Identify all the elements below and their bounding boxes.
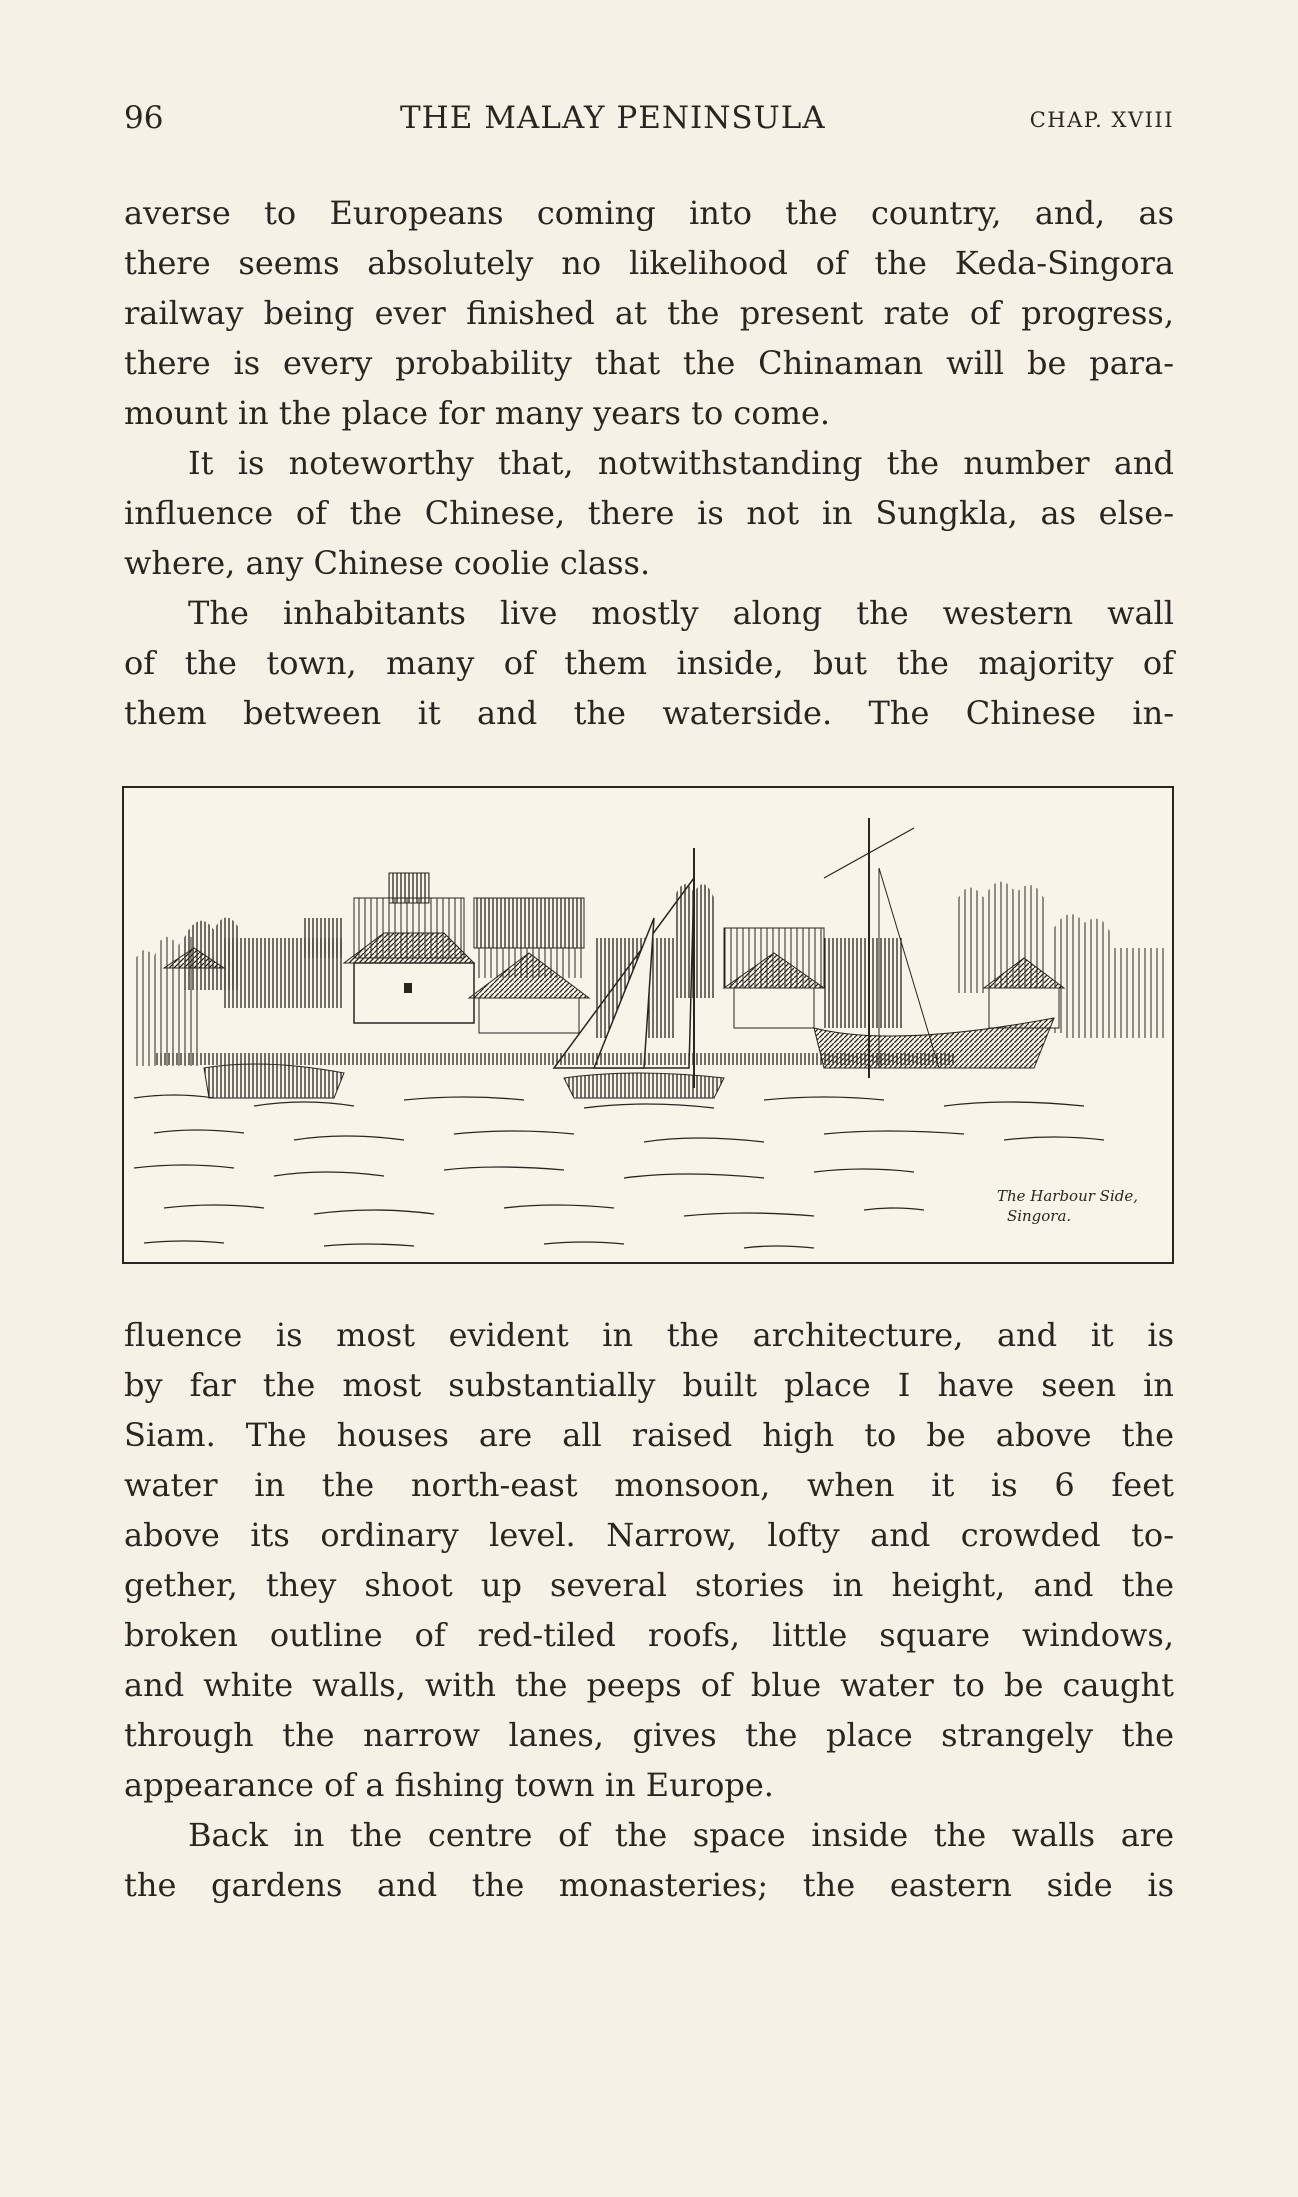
text-line: by far the most substantially built place I have seen in — [124, 1366, 1174, 1404]
text-line: influence of the Chinese, there is not in Sungkla, as else- — [124, 494, 1174, 532]
water — [134, 1095, 1104, 1248]
text-line: mount in the place for many years to come. — [124, 394, 831, 432]
text-line: where, any Chinese coolie class. — [124, 544, 651, 582]
caption-line-2: Singora. — [1006, 1207, 1072, 1225]
text-line: there seems absolutely no likelihood of the Keda-Singora — [124, 244, 1174, 282]
page-number: 96 — [124, 100, 164, 136]
text-line: fluence is most evident in the architecture, and it is — [124, 1316, 1174, 1354]
text-line: the gardens and the monasteries; the eastern side is — [124, 1866, 1174, 1904]
running-title: THE MALAY PENINSULA — [400, 100, 826, 136]
text-block-top — [124, 188, 1174, 738]
text-line: averse to Europeans coming into the country, and, as — [124, 194, 1174, 232]
text-line: there is every probability that the Chinaman will be para- — [124, 344, 1174, 382]
text-line: above its ordinary level. Narrow, lofty and crowded to- — [124, 1516, 1174, 1554]
wharf — [154, 1053, 954, 1065]
text-line: water in the north-east monsoon, when it is 6 feet — [124, 1466, 1174, 1504]
text-line: Back in the centre of the space inside the walls are — [188, 1816, 1174, 1854]
text-line: broken outline of red-tiled roofs, little square windows, — [124, 1616, 1174, 1654]
text-line: gether, they shoot up several stories in height, and the — [124, 1566, 1174, 1604]
illustration-caption — [997, 1186, 1138, 1226]
text-block-bottom — [124, 1310, 1174, 1910]
text-line: railway being ever finished at the present rate of progress, — [124, 294, 1174, 332]
harbour-illustration — [122, 786, 1174, 1264]
text-line: through the narrow lanes, gives the place strangely the — [124, 1716, 1174, 1754]
text-line: and white walls, with the peeps of blue water to be caught — [124, 1666, 1174, 1704]
text-line: It is noteworthy that, notwithstanding the number and — [188, 444, 1174, 482]
chapter-label: CHAP. XVIII — [1029, 108, 1174, 132]
caption-line-1: The Harbour Side, — [996, 1187, 1138, 1205]
text-line: appearance of a fishing town in Europe. — [124, 1766, 774, 1804]
text-line: The inhabitants live mostly along the western wall — [188, 594, 1174, 632]
text-line: of the town, many of them inside, but the majority of — [124, 644, 1174, 682]
text-line: them between it and the waterside. The Chinese in- — [124, 694, 1174, 732]
running-header — [124, 100, 1174, 144]
text-line: Siam. The houses are all raised high to be above the — [124, 1416, 1174, 1454]
